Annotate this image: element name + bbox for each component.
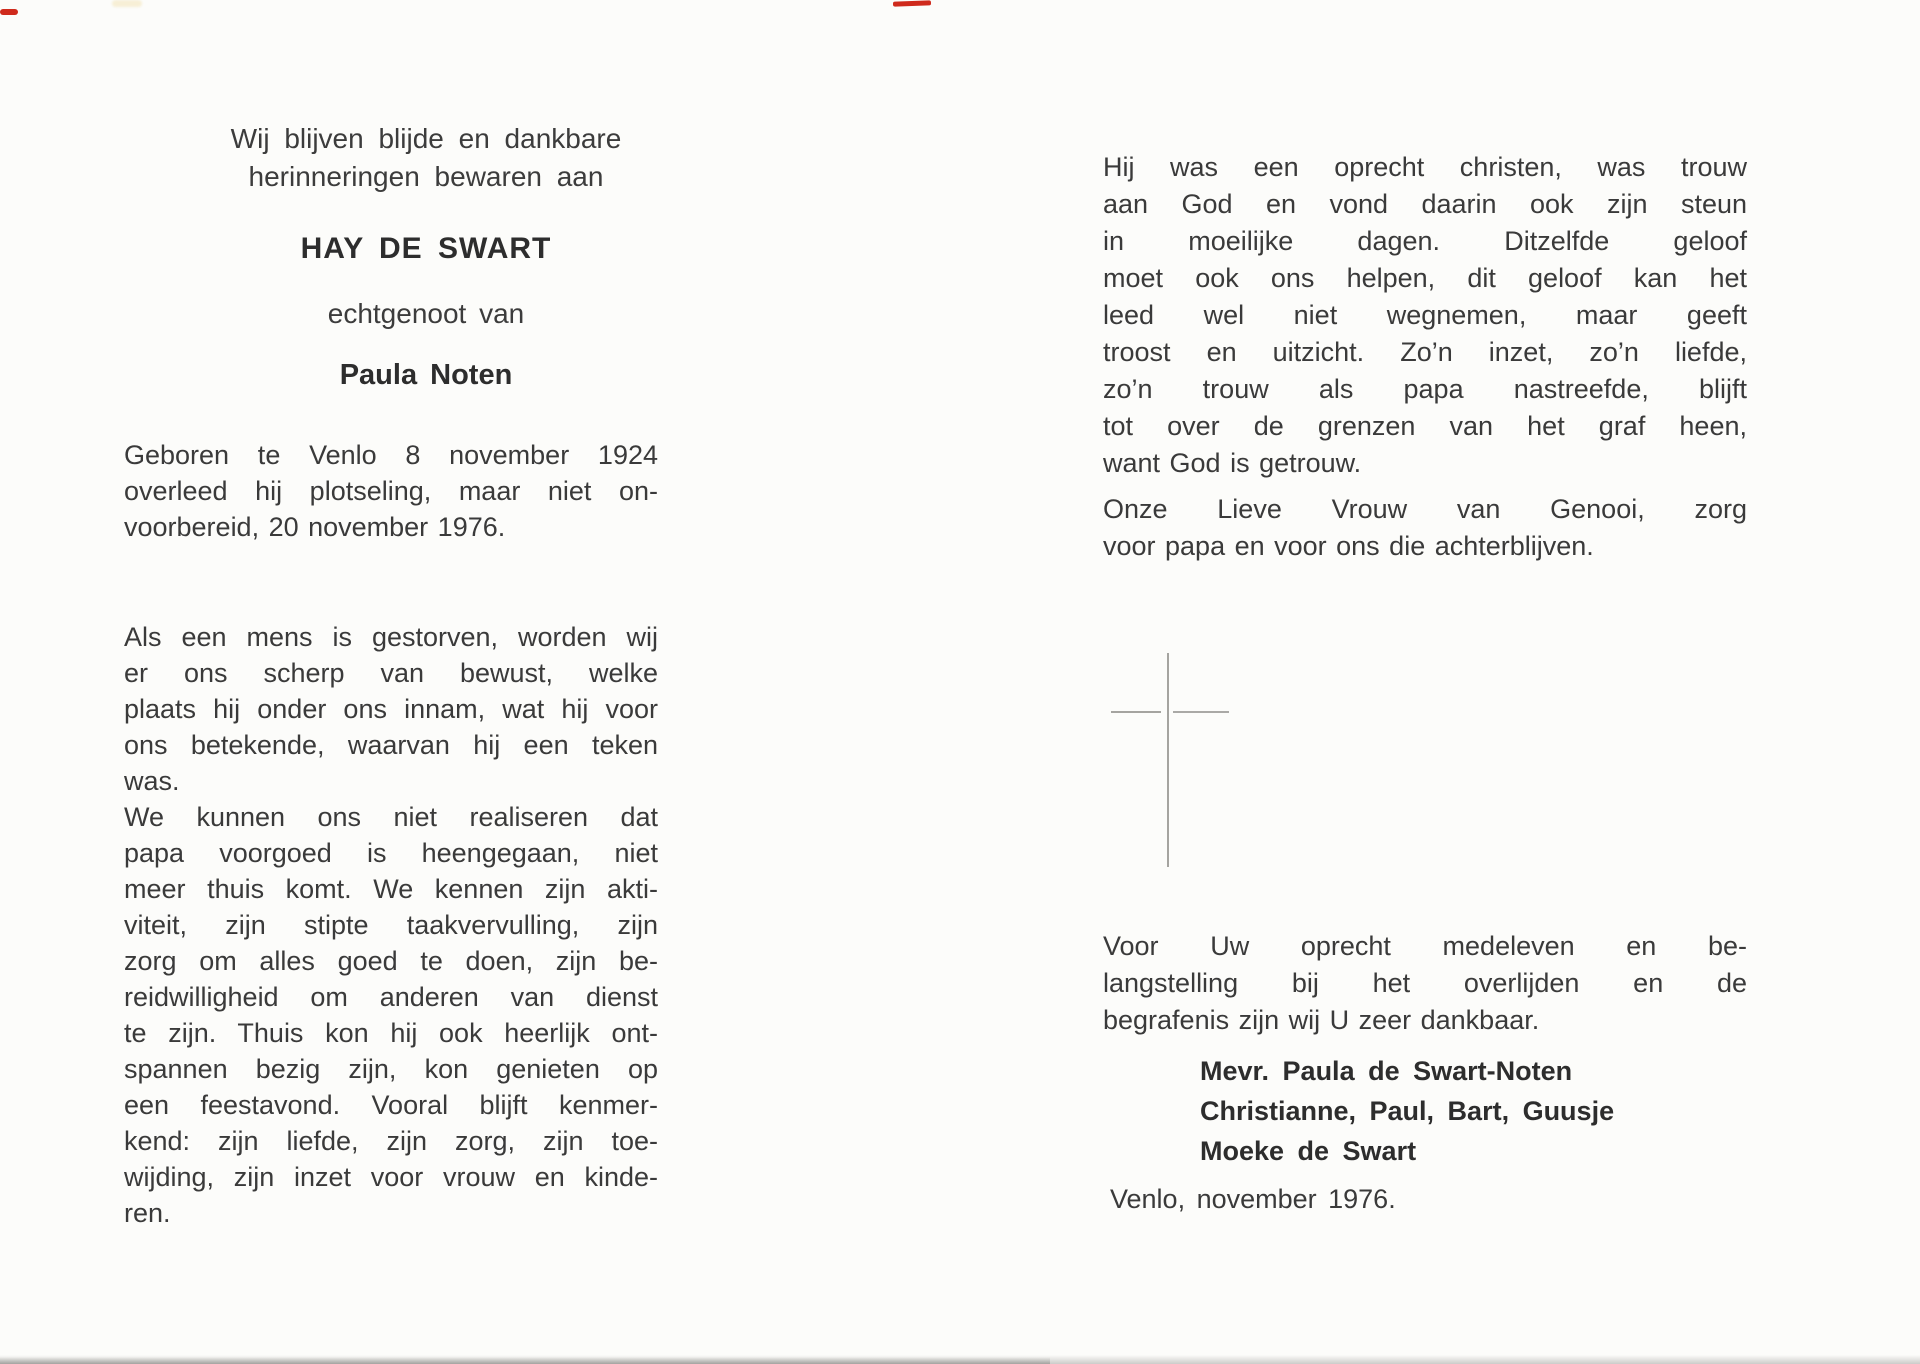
relation-label: echtgenoot van — [327, 298, 525, 329]
text-line: Als een mens is gestorven, worden wij — [124, 622, 658, 652]
cross-horizontal-stroke-left — [1111, 711, 1161, 713]
text-line: wijding, zijn inzet voor vrouw en kinde- — [124, 1162, 658, 1192]
text-line: aan God en vond daarin ook zijn steun — [1103, 189, 1747, 219]
text-line: Onze Lieve Vrouw van Genooi, zorg — [1103, 494, 1747, 524]
text-line: leed wel niet wegnemen, maar geeft — [1103, 300, 1747, 330]
prayer-paragraph — [1103, 491, 1747, 565]
text-line: troost en uitzicht. Zo’n inzet, zo’n liefde, — [1103, 337, 1747, 367]
text-line: ons betekende, waarvan hij een teken — [124, 730, 658, 760]
text-line: kend: zijn liefde, zijn zorg, zijn toe- — [124, 1126, 658, 1156]
text-line: Geboren te Venlo 8 november 1924 — [124, 440, 658, 470]
text-line: papa voorgoed is heengegaan, niet — [124, 838, 658, 868]
text-line: voor papa en voor ons die achterblijven. — [1103, 531, 1594, 561]
text-line: in moeilijke dagen. Ditzelfde geloof — [1103, 226, 1747, 256]
text-line: herinneringen bewaren aan — [248, 161, 604, 192]
text-line: moet ook ons helpen, dit geloof kan het — [1103, 263, 1747, 293]
text-line: meer thuis komt. We kennen zijn akti- — [124, 874, 658, 904]
scan-smudge — [112, 0, 142, 7]
text-line: zo’n trouw als papa nastreefde, blijft — [1103, 374, 1747, 404]
faith-paragraph — [1103, 149, 1747, 482]
text-line: overleed hij plotseling, maar niet on- — [124, 476, 658, 506]
cross-vertical-stroke — [1167, 653, 1169, 867]
text-line: Moeke de Swart — [1200, 1136, 1417, 1166]
thanks-paragraph — [1103, 928, 1747, 1039]
text-line: langstelling bij het overlijden en de — [1103, 968, 1747, 998]
text-line: plaats hij onder ons innam, wat hij voor — [124, 694, 658, 724]
left-page-header — [196, 120, 656, 394]
text-line: te zijn. Thuis kon hij ook heerlijk ont- — [124, 1018, 658, 1048]
text-line: Hij was een oprecht christen, was trouw — [1103, 152, 1747, 182]
deceased-name: HAY DE SWART — [300, 232, 552, 265]
text-line: een feestavond. Vooral blijft kenmer- — [124, 1090, 658, 1120]
text-line: want God is getrouw. — [1103, 448, 1362, 478]
text-line: ren. — [124, 1198, 171, 1228]
text-line: er ons scherp van bewust, welke — [124, 658, 658, 688]
cross-horizontal-stroke-right — [1173, 711, 1229, 713]
text-line: Christianne, Paul, Bart, Guusje — [1200, 1096, 1615, 1126]
text-line: Mevr. Paula de Swart-Noten — [1200, 1056, 1573, 1086]
red-ink-mark-center — [893, 0, 931, 6]
text-line: Voor Uw oprecht medeleven en be- — [1103, 931, 1747, 961]
scan-edge-shadow-left — [0, 1357, 1050, 1364]
text-line: begrafenis zijn wij U zeer dankbaar. — [1103, 1005, 1540, 1035]
birth-death-paragraph — [124, 437, 658, 545]
red-ink-mark-left — [0, 9, 18, 15]
text-line: Wij blijven blijde en dankbare — [230, 123, 622, 154]
text-line: zorg om alles goed te doen, zijn be- — [124, 946, 658, 976]
text-line: spannen bezig zijn, kon genieten op — [124, 1054, 658, 1084]
text-line: We kunnen ons niet realiseren dat — [124, 802, 658, 832]
memorial-paragraph-2 — [124, 799, 658, 1231]
text-line: reidwilligheid om anderen van dienst — [124, 982, 658, 1012]
latin-cross-icon — [1103, 653, 1303, 867]
signature-block — [1200, 1051, 1740, 1171]
spouse-name: Paula Noten — [339, 359, 513, 391]
text-line: viteit, zijn stipte taakvervulling, zijn — [124, 910, 658, 940]
text-line: was. — [124, 766, 180, 796]
text-line: tot over de grenzen van het graf heen, — [1103, 411, 1747, 441]
text-line: voorbereid, 20 november 1976. — [124, 512, 506, 542]
place-date: Venlo, november 1976. — [1110, 1184, 1396, 1214]
intro-text — [196, 120, 656, 196]
memorial-paragraph-1 — [124, 619, 658, 799]
